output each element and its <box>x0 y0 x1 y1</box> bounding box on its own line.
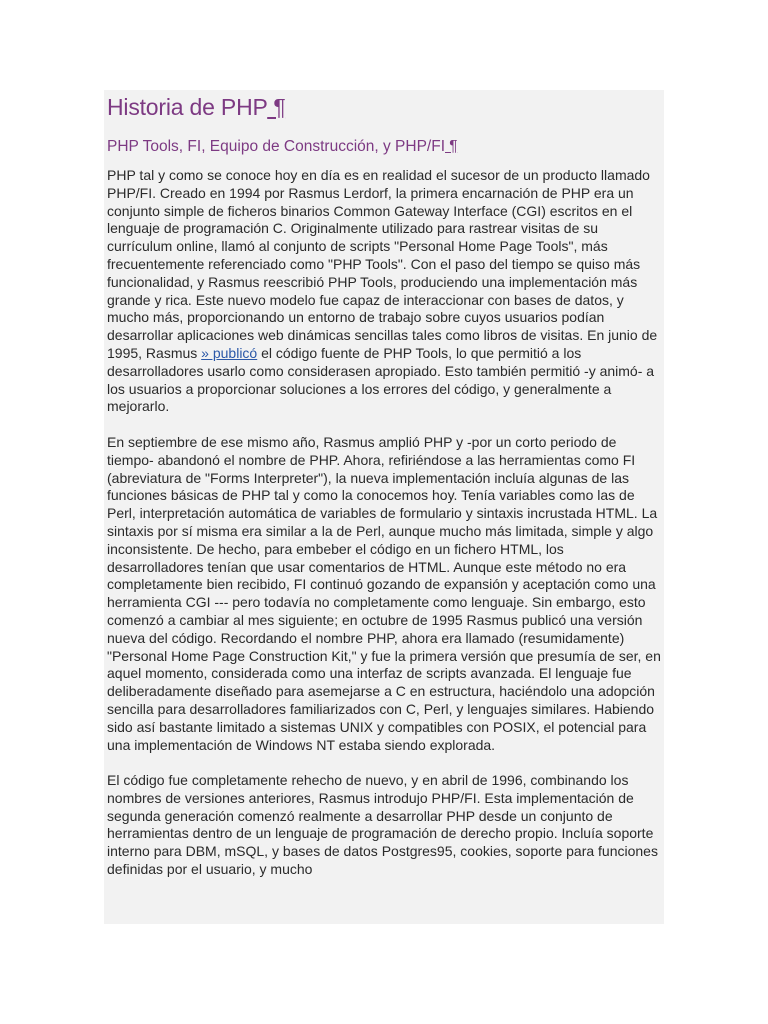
page-title-text: Historia de PHP <box>107 94 268 120</box>
paragraph-php-tools <box>107 167 664 416</box>
article-body <box>107 167 664 879</box>
document-content <box>104 90 664 878</box>
page-title-permalink[interactable]: ¶ <box>267 94 286 120</box>
page-title <box>107 92 664 122</box>
paragraph-text: PHP tal y como se conoce hoy en día es en realidad el sucesor de un producto llamado PHP/FI. Creado en 1994 por Rasmus Lerdorf, la primera encarnación de PHP era un conjunto simple de ficheros binarios Common Gateway Interface (CGI) escritos en el lenguaje de programación C. Originalmente utilizado para rastrear visitas de su currículum online, llamó al conjunto de scripts "Personal Home Page Tools", más frecuentemente referenciado como "PHP Tools". Con el paso del tiempo se quiso más funcionalidad, y Rasmus reescribió PHP Tools, produciendo una implementación más grande y rica. Este nuevo modelo fue capaz de interaccionar con bases de datos, y mucho más, proporcionando un entorno de trabajo sobre cuyos usuarios podían desarrollar aplicaciones web dinámicas sencillas tales como libros de visitas. En junio de 1995, Rasmus <box>107 167 658 361</box>
paragraph-text: el código fuente de PHP Tools, lo que permitió a los desarrolladores usarlo como considerasen apropiado. Esto también permitió -y animó- a los usuarios a proporcionar soluciones a los errores del código, y generalmente a mejorarlo. <box>107 344 655 415</box>
paragraph-fi: En septiembre de ese mismo año, Rasmus amplió PHP y -por un corto periodo de tiempo- abandonó el nombre de PHP. Ahora, refiriéndose a las herramientas como FI (abreviatura de "Forms Interpreter"), la nueva implementación incluía algunas de las funciones básicas de PHP tal y como la conocemos hoy. Tenía variables como las de Perl, interpretación automática de variables de formulario y sintaxis incrustada HTML. La sintaxis por sí misma era similar a la de Perl, aunque mucho más limitada, simple y algo inconsistente. De hecho, para embeber el código en un fichero HTML, los desarrolladores tenían que usar comentarios de HTML. Aunque este método no era completamente bien recibido, FI continuó gozando de expansión y aceptación como una herramienta CGI --- pero todavía no completamente como lenguaje. Sin embargo, esto comenzó a cambiar al mes siguiente; en octubre de 1995 Rasmus publicó una versión nueva del código. Recordando el nombre PHP, ahora era llamado (resumidamente) "Personal Home Page Construction Kit," y fue la primera versión que presumía de ser, en aquel momento, considerada como una interfaz de scripts avanzada. El lenguaje fue deliberadamente diseñado para asemejarse a C en estructura, haciéndolo una adopción sencilla para desarrolladores familiarizados con C, Perl, y lenguajes similares. Habiendo sido así bastante limitado a sistemas UNIX y compatibles con POSIX, el potencial para una implementación de Windows NT estaba siendo explorada. <box>107 433 661 753</box>
section-title-text: PHP Tools, FI, Equipo de Construcción, y PHP/FI <box>107 138 445 155</box>
section-title-permalink[interactable]: ¶ <box>445 138 458 155</box>
publico-link[interactable]: » publicó <box>201 344 258 361</box>
paragraph-php-fi: El código fue completamente rehecho de nuevo, y en abril de 1996, combinando los nombres de versiones anteriores, Rasmus introdujo PHP/FI. Esta implementación de segunda generación comenzó realmente a desarrollar PHP desde un conjunto de herramientas dentro de un lenguaje de programación de derecho propio. Incluía soporte interno para DBM, mSQL, y bases de datos Postgres95, cookies, soporte para funciones definidas por el usuario, y mucho <box>107 772 658 878</box>
section-title <box>107 137 664 157</box>
document-page <box>104 90 664 924</box>
